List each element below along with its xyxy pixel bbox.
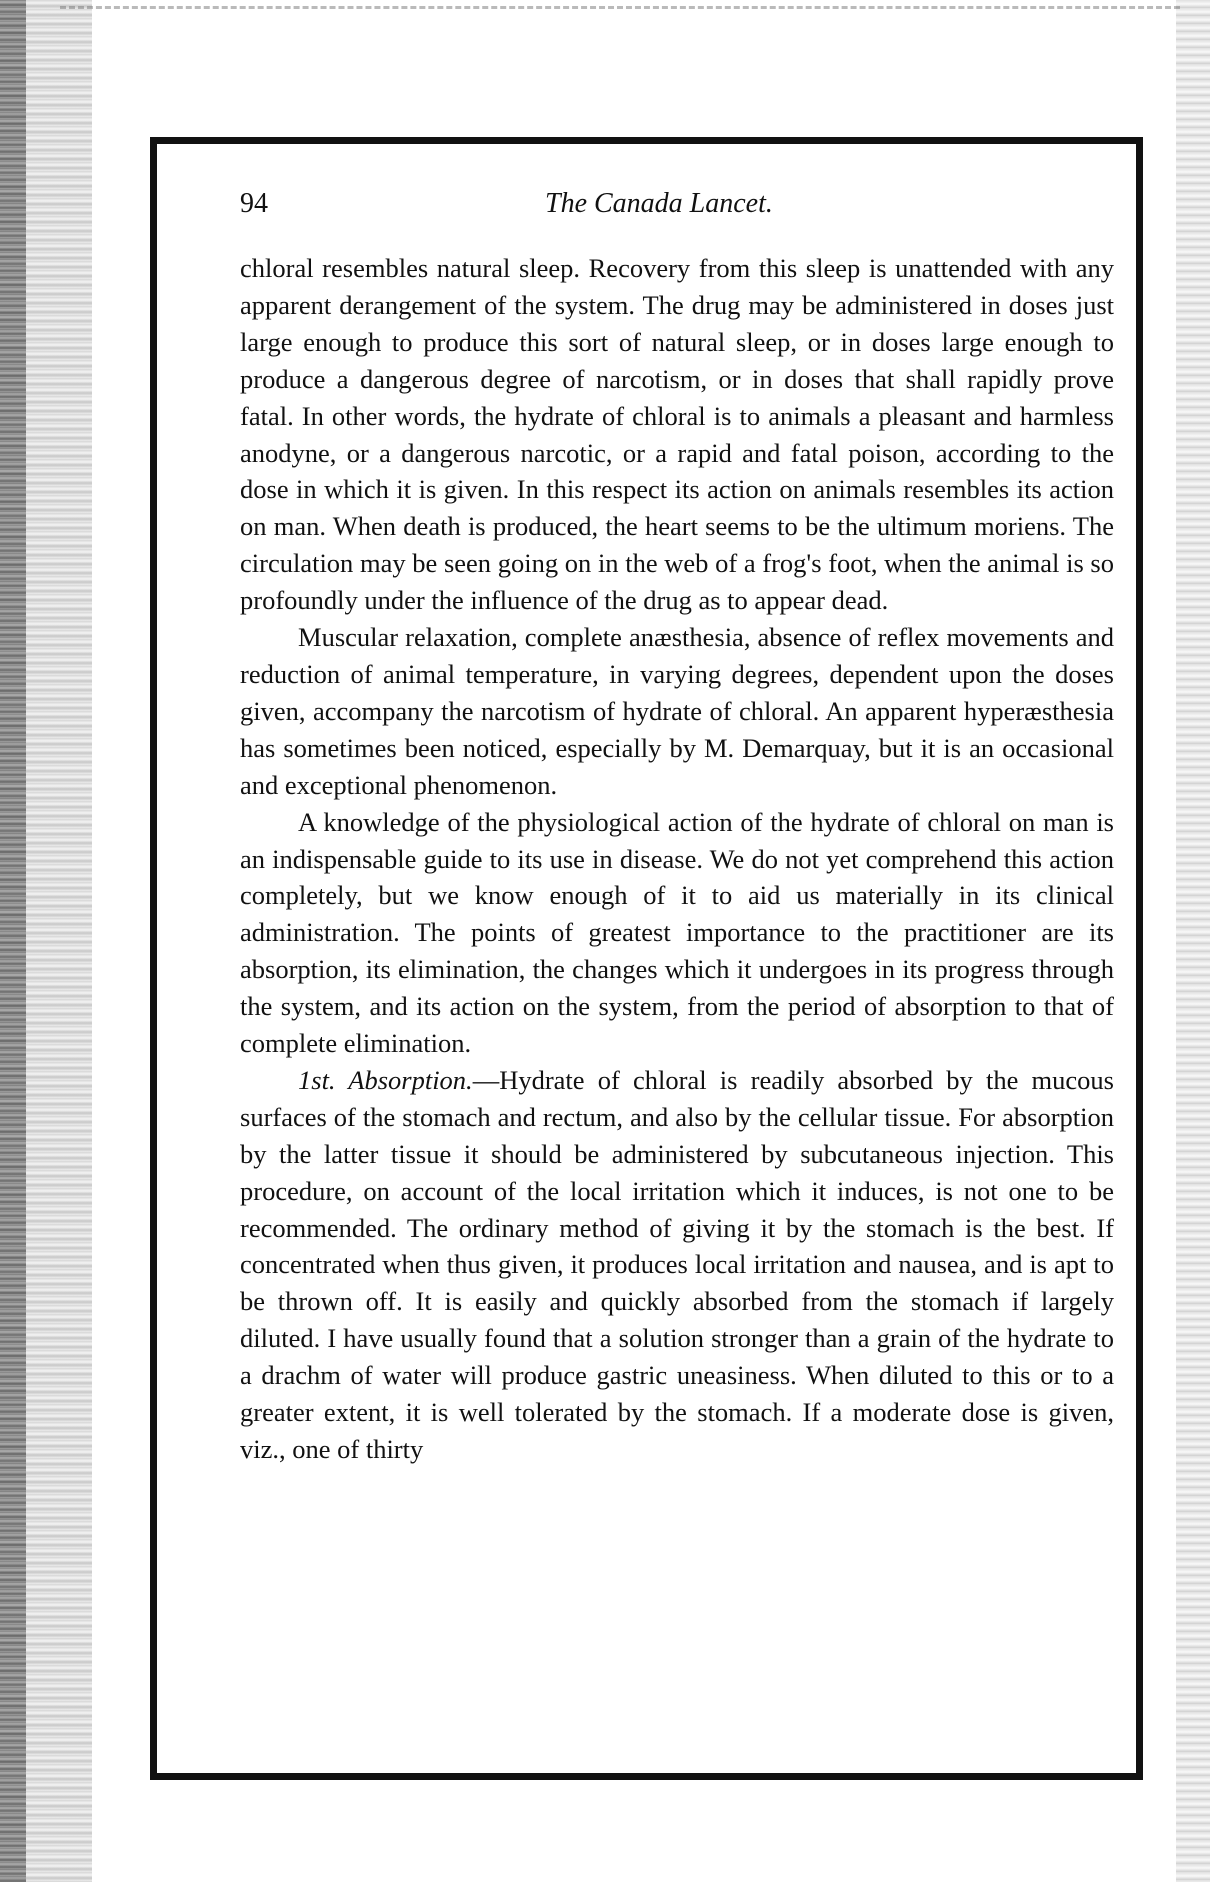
- journal-title: The Canada Lancet.: [545, 188, 773, 219]
- paragraph-1: chloral resembles natural sleep. Recovery from this sleep is unattended with any apparent derangement of the system. The drug may be administered in doses just large enough to produce this sort of natural sleep, or in doses large enough to produce a dangerous degree of narcotism, or in doses that shall rapidly prove fatal. In other words, the hydrate of chloral is to animals a pleasant and harmless anodyne, or a dangerous narcotic, or a rapid and fatal poison, according to the dose in which it is given. In this respect its action on animals resembles its action on man. When death is produced, the heart seems to be the ultimum moriens. The circulation may be seen going on in the web of a frog's foot, when the animal is so profoundly under the influence of the drug as to appear dead.: [240, 253, 1114, 616]
- article-body: [240, 250, 1114, 1468]
- paragraph-4-text: —Hydrate of chloral is readily absorbed by the mucous surfaces of the stomach and rectum, and also by the cellular tissue. For absorption by the latter tissue it should be administered by subcutaneous injection. This procedure, on account of the local irritation which it induces, is not one to be recommended. The ordinary method of giving it by the stomach is the best. If concentrated when thus given, it produces local irritation and nausea, and is apt to be thrown off. It is easily and quickly absorbed from the stomach if largely diluted. I have usually found that a solution stronger than a grain of the hydrate to a drachm of water will produce gastric uneasiness. When diluted to this or to a greater extent, it is well tolerated by the stomach. If a moderate dose is given, viz., one of thirty: [240, 1064, 1114, 1464]
- paragraph-2: Muscular relaxation, complete anæsthesia, absence of reflex movements and reduction of animal temperature, in varying degrees, dependent upon the doses given, accompany the narcotism of hydrate of chloral. An apparent hyperæsthesia has sometimes been noticed, especially by M. Demarquay, but it is an occasional and exceptional phenomenon.: [240, 622, 1114, 800]
- page-content: [240, 188, 1114, 1468]
- scan-binding-shadow: [0, 0, 26, 1882]
- paragraph-3: A knowledge of the physiological action of the hydrate of chloral on man is an indispensable guide to its use in disease. We do not yet comprehend this action completely, but we know enough of it to aid us materially in its clinical administration. The points of greatest importance to the practitioner are its absorption, its elimination, the changes which it undergoes in its progress through the system, and its action on the system, from the period of absorption to that of complete elimination.: [240, 806, 1114, 1059]
- page-number: 94: [240, 188, 268, 219]
- scan-right-edge: [1176, 0, 1210, 1882]
- paragraph-4: [240, 1062, 1114, 1468]
- section-label-absorption: 1st. Absorption.: [298, 1064, 473, 1095]
- running-head: [240, 188, 1114, 238]
- scan-top-edge: [60, 6, 1180, 49]
